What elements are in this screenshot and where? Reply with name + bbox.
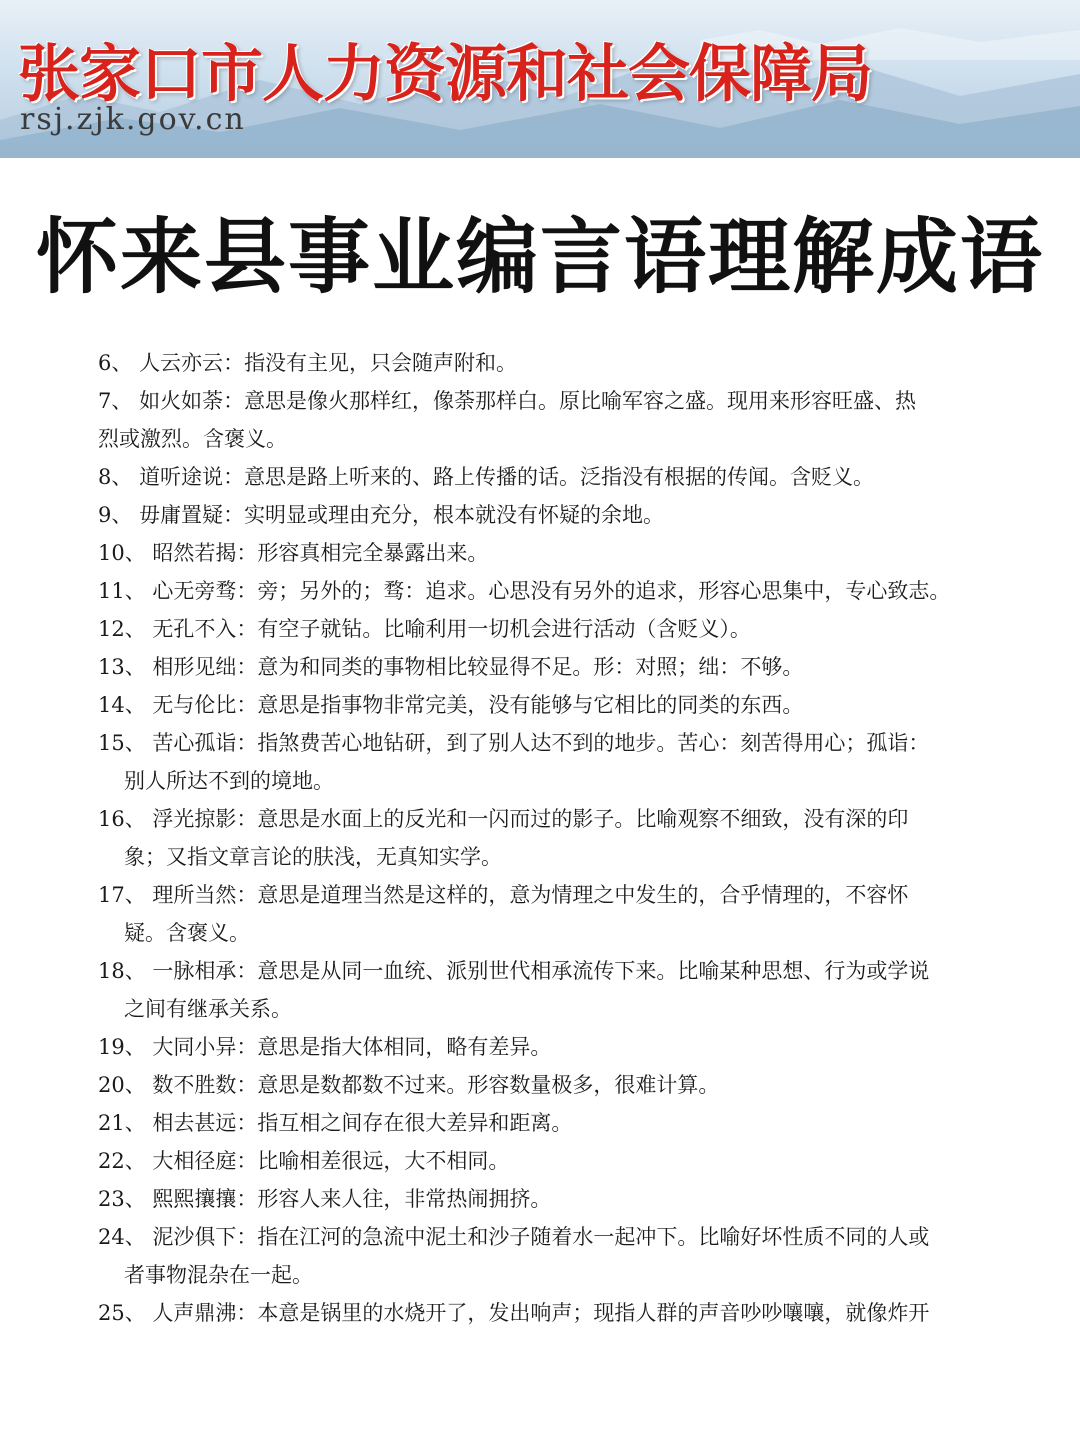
idiom-term: 一脉相承 ： [152,959,257,983]
list-item [98,952,998,1028]
idiom-term: 泥沙俱下 ： [152,1225,257,1249]
idiom-term: 无与伦比 ： [152,693,257,717]
list-item [98,686,998,724]
list-item-line [98,648,998,686]
idiom-definition: 实明显或理由充分，根本就没有怀疑的余地。 [244,503,665,527]
idiom-definition-continued: 者事物混杂在一起。 [124,1263,313,1287]
item-number: 21 、 [98,1111,152,1135]
idiom-definition: 比喻相差很远，大不相同。 [257,1149,510,1173]
list-item [98,648,998,686]
list-item-line [98,610,998,648]
idiom-definition: 指在江河的急流中泥土和沙子随着水一起冲下。比喻好坏性质不同的人或 [257,1225,930,1249]
item-number: 9 、 [98,503,139,527]
idiom-term: 大同小异 ： [152,1035,257,1059]
item-number: 16 、 [98,807,152,831]
item-number: 20 、 [98,1073,152,1097]
idiom-term: 相去甚远 ： [152,1111,257,1135]
idiom-definition-continued: 象；又指文章言论的肤浅，无真知实学。 [124,845,502,869]
idiom-definition: 意思是指大体相同，略有差异。 [257,1035,552,1059]
idiom-definition: 指没有主见，只会随声附和。 [244,351,518,375]
list-item [98,1066,998,1104]
idiom-definition: 意思是道理当然是这样的，意为情理之中发生的，合乎情理的，不容怀 [257,883,909,907]
list-item [98,1142,998,1180]
list-item-line [98,534,998,572]
item-number: 6 、 [98,351,139,375]
list-item [98,534,998,572]
idiom-term: 无孔不入 ： [152,617,257,641]
list-item-line [98,876,998,914]
list-item-line [98,952,998,990]
item-number: 22 、 [98,1149,152,1173]
list-item-line [98,1294,998,1332]
list-item-line [98,458,998,496]
idiom-term: 心无旁骛 ： [152,579,257,603]
list-item [98,1180,998,1218]
list-item-line [98,572,998,610]
list-item-line [98,1066,998,1104]
list-item [98,458,998,496]
item-number: 13 、 [98,655,152,679]
idiom-definition-continued: 烈或激烈。含褒义。 [98,427,287,451]
idiom-term: 人声鼎沸 ： [152,1301,257,1325]
item-number: 14 、 [98,693,152,717]
list-item [98,610,998,648]
item-number: 11 、 [98,579,152,603]
idiom-term: 相形见绌 ： [152,655,257,679]
idiom-definition-continued: 别人所达不到的境地。 [124,769,334,793]
idiom-term: 苦心孤诣 ： [152,731,257,755]
list-item-line [98,686,998,724]
list-item-line [98,1104,998,1142]
list-item [98,572,998,610]
idiom-term: 昭然若揭 ： [152,541,257,565]
list-item-line [98,382,998,420]
idiom-term: 毋庸置疑 ： [139,503,244,527]
item-number: 19 、 [98,1035,152,1059]
list-item-line [98,1142,998,1180]
list-item [98,724,998,800]
idiom-term: 数不胜数 ： [152,1073,257,1097]
list-item-line [98,1028,998,1066]
list-item [98,344,998,382]
item-number: 10 、 [98,541,152,565]
item-number: 25 、 [98,1301,152,1325]
item-number: 7 、 [98,389,139,413]
list-item [98,382,998,458]
idiom-term: 熙熙攘攘 ： [152,1187,257,1211]
list-item-line [98,496,998,534]
item-number: 17 、 [98,883,152,907]
idiom-definition: 意思是路上听来的、路上传播的话。泛指没有根据的传闻。含贬义。 [244,465,875,489]
idiom-definition-continued: 疑。含褒义。 [124,921,250,945]
idiom-definition: 形容真相完全暴露出来。 [257,541,489,565]
idiom-term: 大相径庭 ： [152,1149,257,1173]
idiom-definition: 本意是锅里的水烧开了，发出响声；现指人群的声音吵吵嚷嚷，就像炸开 [257,1301,930,1325]
idiom-definition: 意思是指事物非常完美，没有能够与它相比的同类的东西。 [257,693,804,717]
idiom-term: 如火如荼 ： [139,389,244,413]
item-number: 15 、 [98,731,152,755]
idiom-definition: 意思是从同一血统、派别世代相承流传下来。比喻某种思想、行为或学说 [257,959,930,983]
idiom-definition: 意思是像火那样红，像荼那样白。原比喻军容之盛。现用来形容旺盛、热 [244,389,917,413]
idiom-definition: 意思是水面上的反光和一闪而过的影子。比喻观察不细致，没有深的印 [257,807,909,831]
item-number: 8 、 [98,465,139,489]
list-item-line [98,724,998,762]
list-item-line [98,1180,998,1218]
item-number: 18 、 [98,959,152,983]
list-item-line [98,1218,998,1256]
idiom-list [98,344,998,1332]
idiom-definition-continued: 之间有继承关系。 [124,997,292,1021]
list-item [98,1218,998,1294]
list-item [98,1028,998,1066]
org-url: rsj.zjk.gov.cn [20,102,246,137]
header-banner [0,0,1080,158]
idiom-definition: 形容人来人往，非常热闹拥挤。 [257,1187,552,1211]
idiom-definition: 有空子就钻。比喻利用一切机会进行活动（含贬义）。 [257,617,751,641]
idiom-definition: 指煞费苦心地钻研，到了别人达不到的地步。苦心：刻苦得用心；孤诣： [257,731,930,755]
idiom-term: 理所当然 ： [152,883,257,907]
item-number: 12 、 [98,617,152,641]
idiom-term: 道听途说 ： [139,465,244,489]
org-name: 张家口市人力资源和社会保障局 [18,37,873,110]
list-item-line [98,344,998,382]
idiom-term: 人云亦云 ： [139,351,244,375]
item-number: 23 、 [98,1187,152,1211]
list-item [98,800,998,876]
page-title: 怀来县事业编言语理解成语 [35,210,1044,305]
idiom-term: 浮光掠影 ： [152,807,257,831]
list-item [98,1104,998,1142]
idiom-definition: 意思是数都数不过来。形容数量极多，很难计算。 [257,1073,720,1097]
list-item-line [98,800,998,838]
item-number: 24 、 [98,1225,152,1249]
list-item [98,876,998,952]
list-item [98,496,998,534]
list-item [98,1294,998,1332]
idiom-definition: 意为和同类的事物相比较显得不足。形：对照；绌：不够。 [257,655,804,679]
idiom-definition: 指互相之间存在很大差异和距离。 [257,1111,573,1135]
idiom-definition: 旁；另外的；骛：追求。心思没有另外的追求，形容心思集中，专心致志。 [257,579,951,603]
